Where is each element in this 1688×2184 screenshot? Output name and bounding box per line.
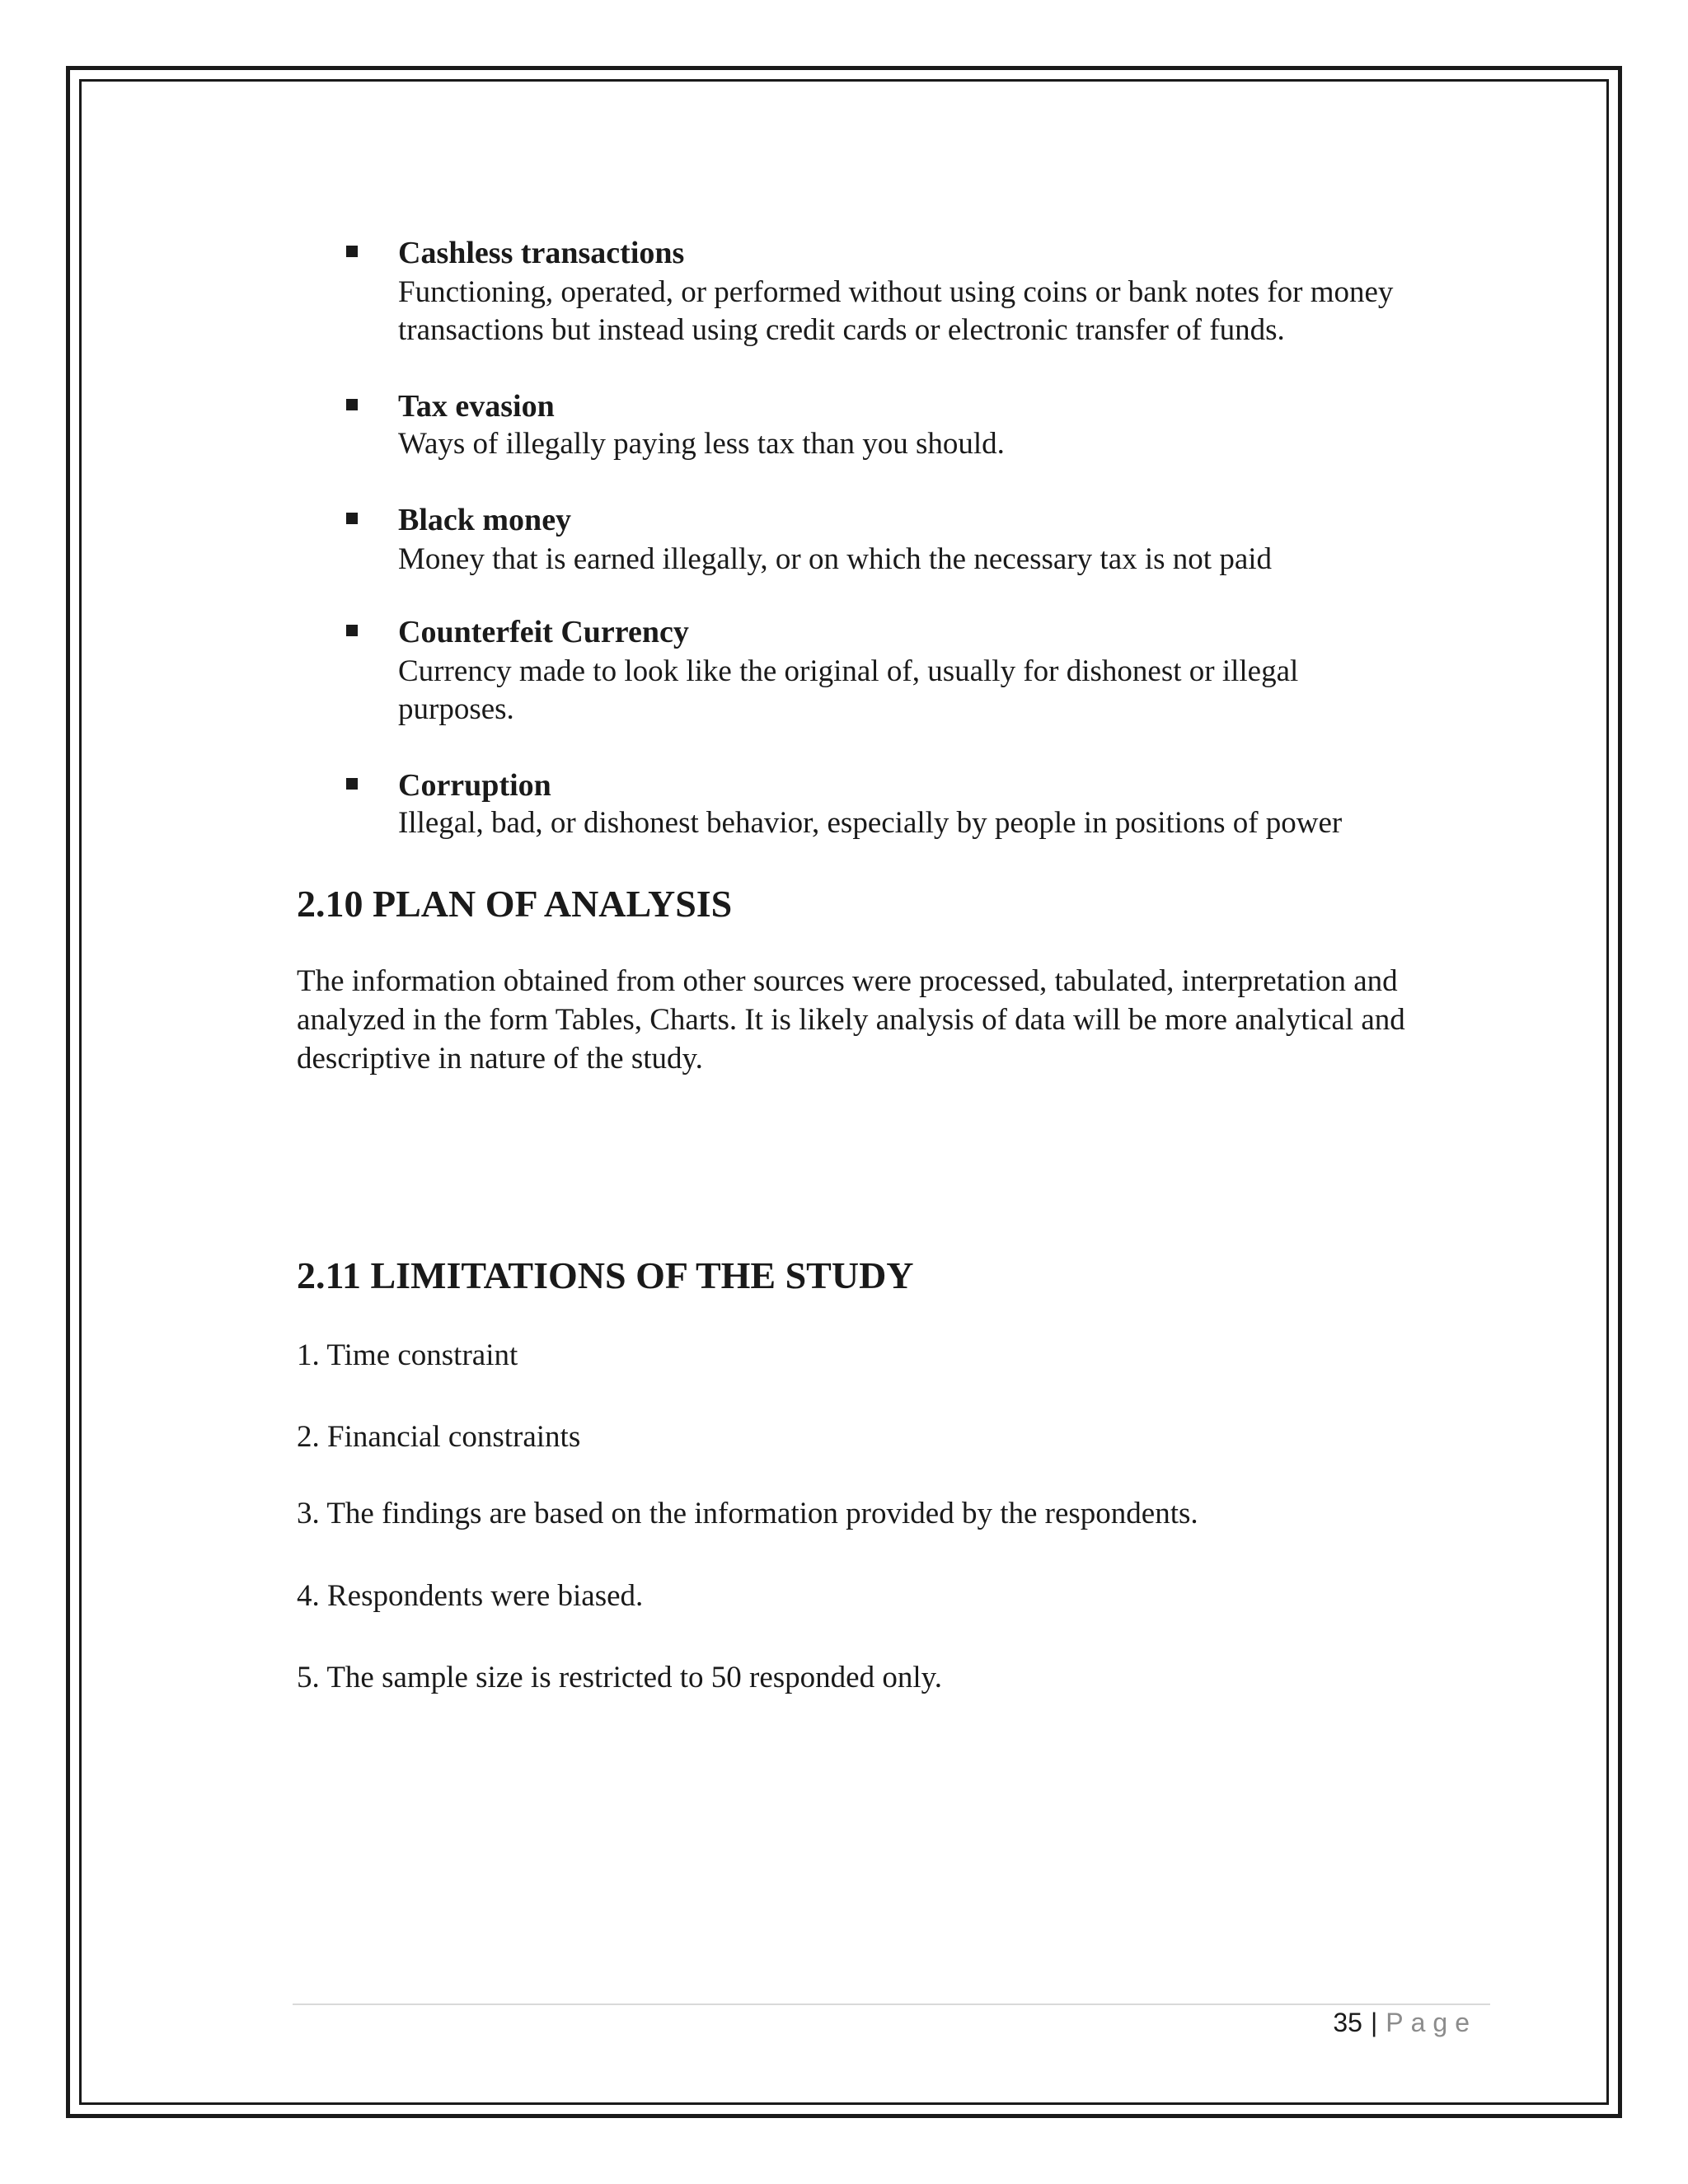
definition-term: Black money (398, 503, 572, 537)
list-item: 1. Time constraint (297, 1338, 518, 1372)
definition-text: Ways of illegally paying less tax than you should. (398, 427, 1005, 461)
definition-term: Counterfeit Currency (398, 615, 689, 649)
definition-term: Corruption (398, 768, 551, 803)
bullet-icon (346, 778, 358, 790)
page-number: 35 (1333, 2008, 1362, 2037)
bullet-icon (346, 246, 358, 257)
definition-text: Money that is earned illegally, or on which the necessary tax is not paid (398, 542, 1273, 576)
definition-text: Functioning, operated, or performed without using coins or bank notes for money transactions but instead using credit cards or electronic transfer of funds. (398, 275, 1394, 347)
page-footer (1333, 2009, 1477, 2036)
section-paragraph: The information obtained from other sources were processed, tabulated, interpretation and analyzed in the form Tables, Charts. It is likely analysis of data will be more analytical and descriptive in nature of the study. (297, 964, 1405, 1076)
definition-text: Currency made to look like the original of, usually for dishonest or illegal purposes. (398, 654, 1299, 726)
page-label: Page (1386, 2008, 1477, 2037)
page-border-inner (79, 79, 1609, 2105)
list-item: 4. Respondents were biased. (297, 1579, 644, 1613)
list-item: 2. Financial constraints (297, 1420, 581, 1454)
section-heading: 2.11 LIMITATIONS OF THE STUDY (297, 1254, 914, 1296)
definition-text: Illegal, bad, or dishonest behavior, especially by people in positions of power (398, 806, 1343, 840)
list-item: 5. The sample size is restricted to 50 responded only. (297, 1661, 942, 1694)
bullet-icon (346, 513, 358, 524)
definition-term: Cashless transactions (398, 236, 685, 270)
definition-term: Tax evasion (398, 389, 555, 424)
bullet-icon (346, 399, 358, 410)
footer-rule (293, 2004, 1490, 2005)
section-heading: 2.10 PLAN OF ANALYSIS (297, 883, 733, 925)
bullet-icon (346, 625, 358, 636)
footer-separator: | (1370, 2008, 1378, 2037)
list-item: 3. The findings are based on the information provided by the respondents. (297, 1497, 1198, 1530)
